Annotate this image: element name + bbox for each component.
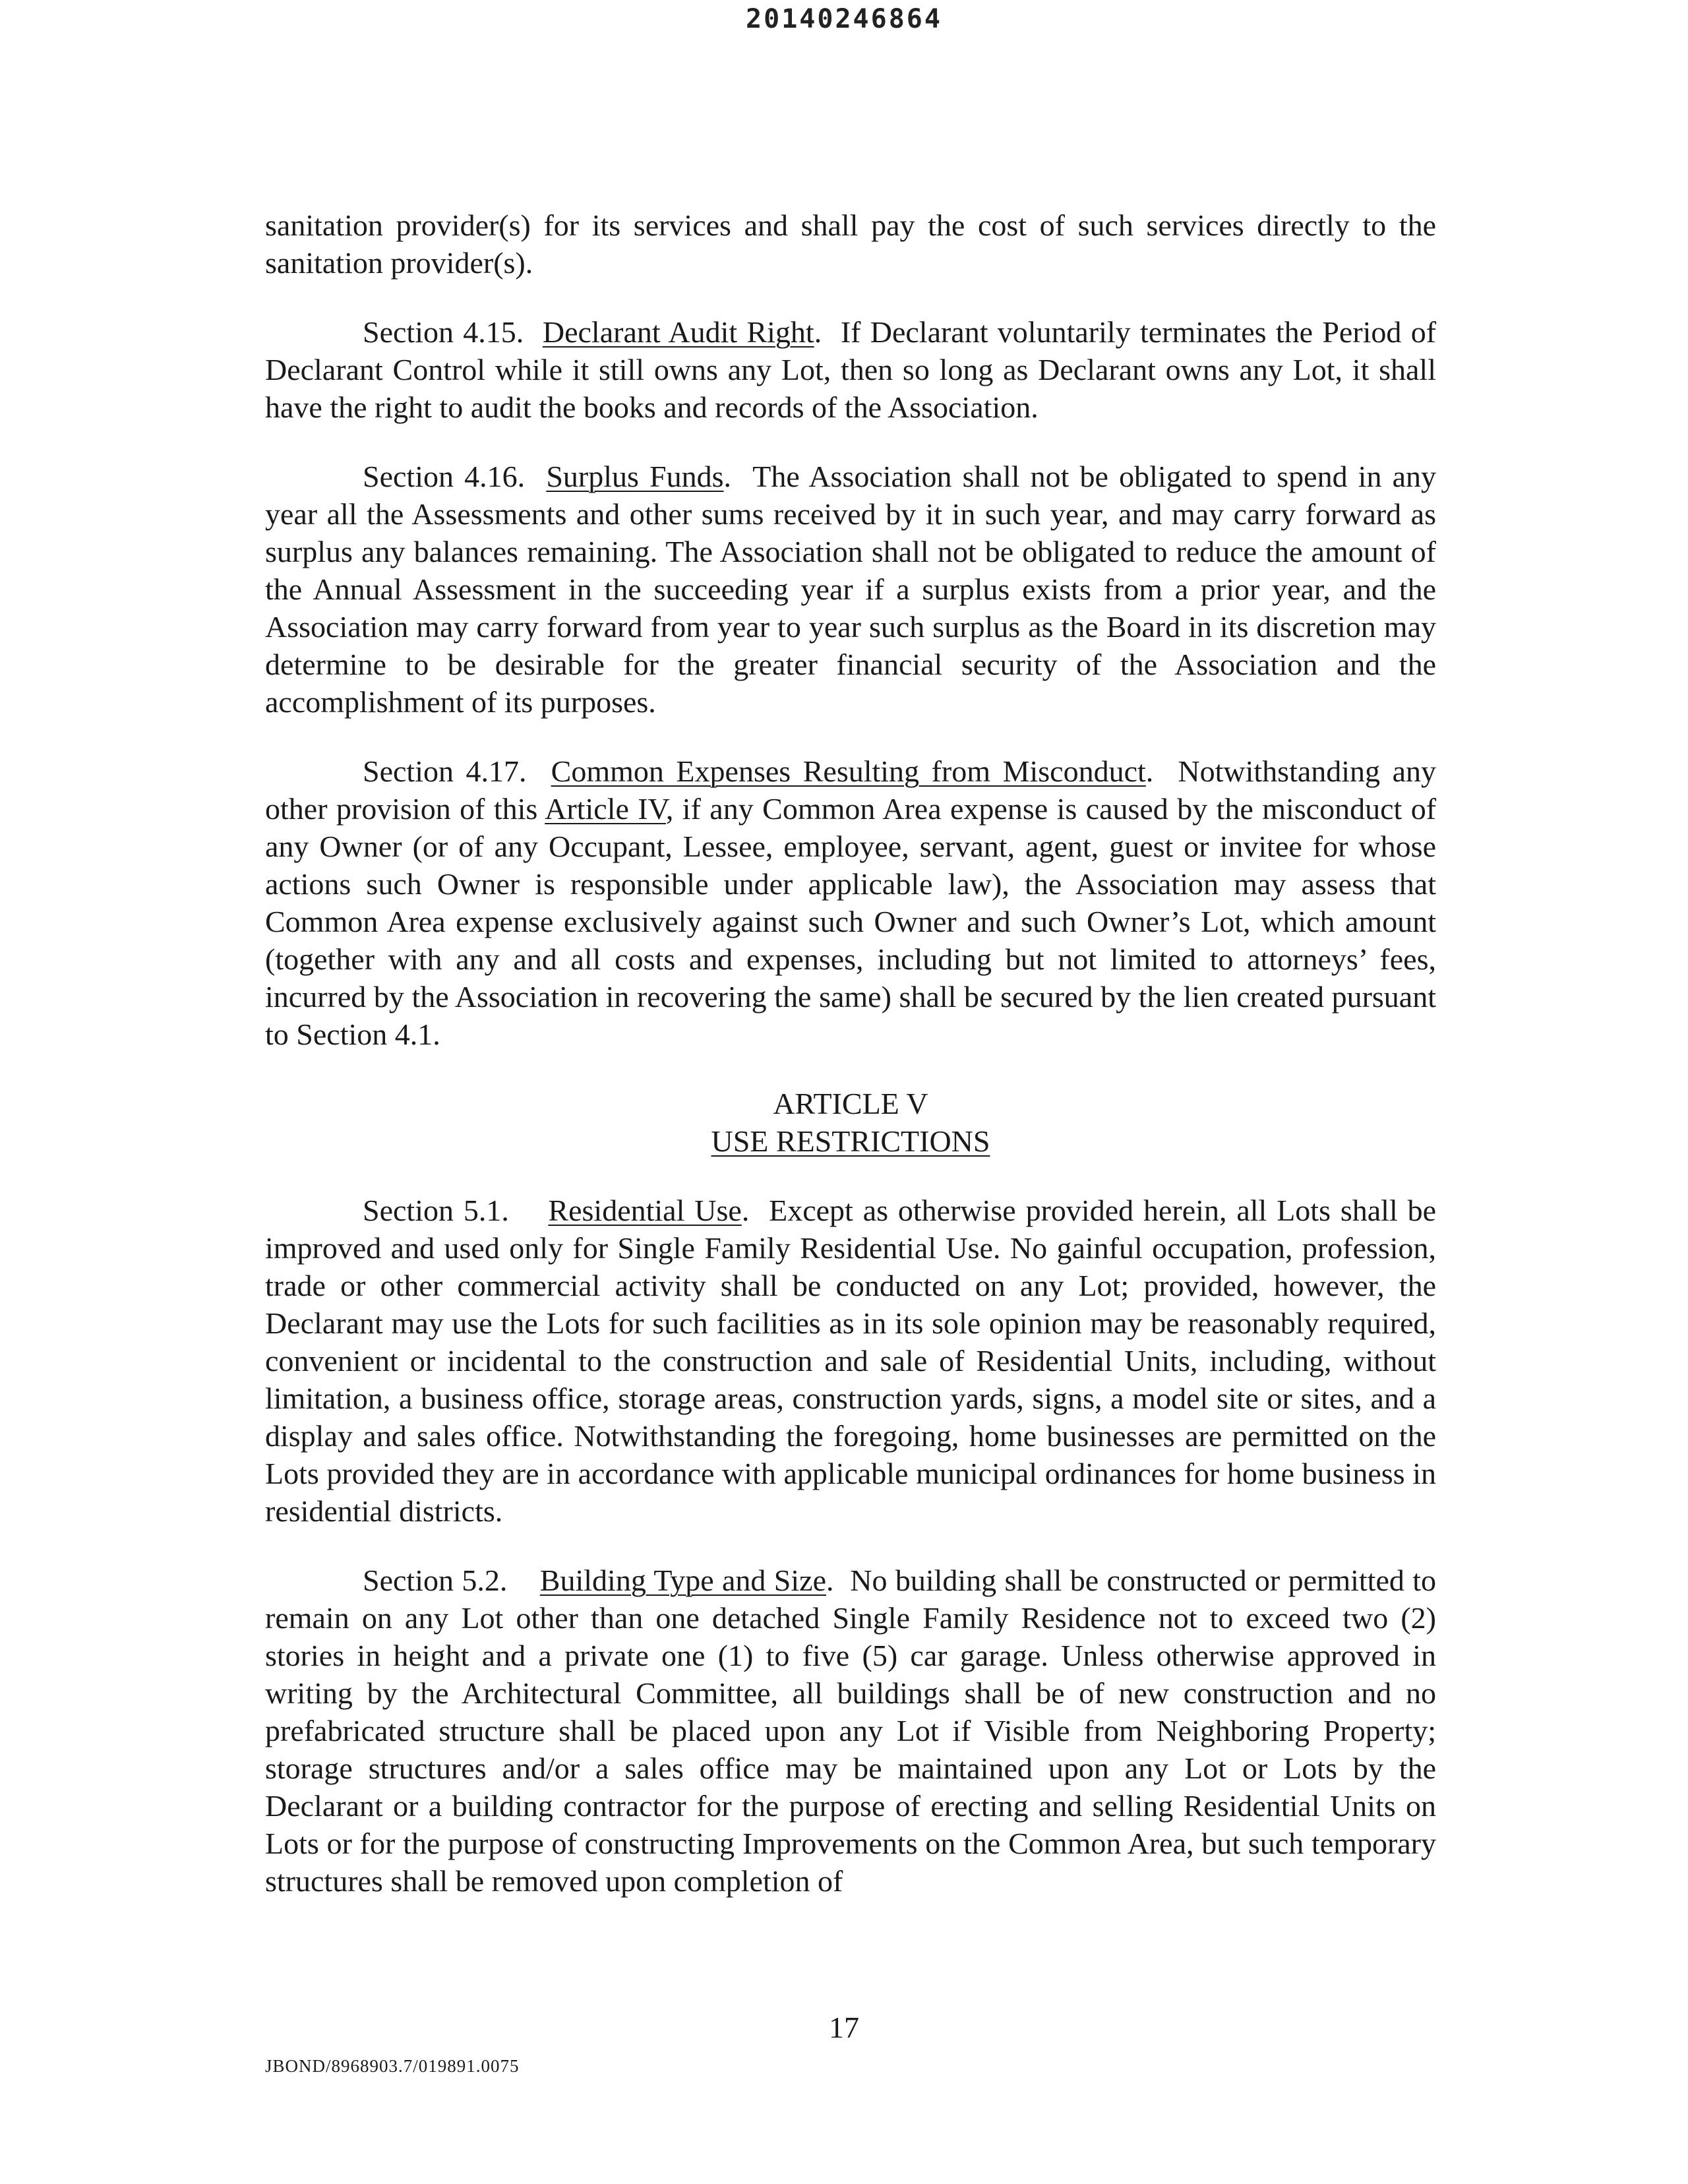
section-text: If Declarant voluntarily terminates the Period of Declarant Control while it still owns any Lot, then so long as Declarant owns any Lot, it shall have the right to audit the books and records of the Association. [265,315,1437,424]
section-4-16: Section 4.16. Surplus Funds. The Association shall not be obligated to spend in any year all the Assessments and other sums received by it in such year, and may carry forward as surplus any balances remaining. The Association shall not be obligated to reduce the amount of the Annual Assessment in the succeeding year if a surplus exists from a prior year, and the Association may carry forward from year to year such surplus as the Board in its discretion may determine to be desirable for the greater financial security of the Association and the accomplishment of its purposes. [265,460,1436,719]
section-title: Building Type and Size [539,1563,826,1597]
section-text: Except as otherwise provided herein, all Lots shall be improved and used only for Single Family Residential Use. No gainful occupation, profession, trade or other commercial activity shall be conducted on any Lot; provided, however, the Declarant may use the Lots for such facilities as in its sole opinion may be reasonably required, convenient or incidental to the construction and sale of Residential Units, including, without limitation, a business office, storage areas, construction yards, signs, a model site or sites, and a display and sales office. Notwithstanding the foregoing, home businesses are permitted on the Lots provided they are in accordance with applicable municipal ordinances for home business in residential districts. [265,1194,1437,1528]
section-number: Section 5.1. [363,1194,509,1227]
section-5-1: Section 5.1. Residential Use. Except as otherwise provided herein, all Lots shall be improved and used only for Single Family Residential Use. No gainful occupation, profession, trade or other commercial activity shall be conducted on any Lot; provided, however, the Declarant may use the Lots for such facilities as in its sole opinion may be reasonably required, convenient or incidental to the construction and sale of Residential Units, including, without limitation, a business office, storage areas, construction yards, signs, a model site or sites, and a display and sales office. Notwithstanding the foregoing, home businesses are permitted on the Lots provided they are in accordance with applicable municipal ordinances for home business in residential districts. [265,1194,1437,1528]
section-5-2: Section 5.2. Building Type and Size. No building shall be constructed or permitted to remain on any Lot other than one detached Single Family Residence not to exceed two (2) stories in height and a private one (1) to five (5) car garage. Unless otherwise approved in writing by the Architectural Committee, all buildings shall be of new construction and no prefabricated structure shall be placed upon any Lot if Visible from Neighboring Property; storage structures and/or a sales office may be maintained upon any Lot or Lots by the Declarant or a building contractor for the purpose of erecting and selling Residential Units on Lots or for the purpose of constructing Improvements on the Common Area, but such temporary structures shall be removed upon completion of [265,1563,1437,1898]
page-number: 17 [829,2011,859,2044]
section-title: Residential Use [548,1194,742,1227]
section-number: Section 4.16. [363,460,526,493]
article-label: ARTICLE V [773,1087,928,1120]
document-id: JBOND/8968903.7/019891.0075 [265,2056,520,2076]
section-number: Section 4.17. [363,754,527,788]
article-title: USE RESTRICTIONS [711,1124,990,1158]
section-number: Section 5.2. [363,1563,508,1597]
document-number: 20140246864 [746,4,942,34]
section-text: Notwithstanding any other provision of this [265,754,1437,826]
article-heading [265,1085,1436,1160]
section-4-15: Section 4.15. Declarant Audit Right. If Declarant voluntarily terminates the Period of Declarant Control while it still owns any Lot, then so long as Declarant owns any Lot, it shall have the right to audit the books and records of the Association. [265,315,1437,424]
section-number: Section 4.15. [363,315,524,349]
page-body [265,206,1436,1900]
section-title: Surplus Funds [546,460,724,493]
section-text-continued: , if any Common Area expense is caused by the misconduct of any Owner (or of any Occupant, Lessee, employee, servant, agent, guest or invitee for whose actions such Owner is responsible under applicable law), the Association may assess that Common Area expense exclusively against such Owner and such Owner’s Lot, which amount (together with any and all costs and expenses, including but not limited to attorneys’ fees, incurred by the Association in recovering the same) shall be secured by the lien created pursuant to Section 4.1. [265,792,1437,1051]
paragraph-continuation: sanitation provider(s) for its services and shall pay the cost of such services directly to the sanitation provider(s). [265,208,1436,280]
article-reference: Article IV [545,792,666,826]
section-4-17: Section 4.17. Common Expenses Resulting from Misconduct. Notwithstanding any other provision of this Article IV, if any Common Area expense is caused by the misconduct of any Owner (or of any Occupant, Lessee, employee, servant, agent, guest or invitee for whose actions such Owner is responsible under applicable law), the Association may assess that Common Area expense exclusively against such Owner and such Owner’s Lot, which amount (together with any and all costs and expenses, including but not limited to attorneys’ fees, incurred by the Association in recovering the same) shall be secured by the lien created pursuant to Section 4.1. [265,754,1437,1051]
section-title: Common Expenses Resulting from Misconduct [551,754,1146,788]
section-text: No building shall be constructed or permitted to remain on any Lot other than one detached Single Family Residence not to exceed two (2) stories in height and a private one (1) to five (5) car garage. Unless otherwise approved in writing by the Architectural Committee, all buildings shall be of new construction and no prefabricated structure shall be placed upon any Lot if Visible from Neighboring Property; storage structures and/or a sales office may be maintained upon any Lot or Lots by the Declarant or a building contractor for the purpose of erecting and selling Residential Units on Lots or for the purpose of constructing Improvements on the Common Area, but such temporary structures shall be removed upon completion of [265,1563,1437,1898]
section-title: Declarant Audit Right [542,315,814,349]
section-text: The Association shall not be obligated to spend in any year all the Assessments and other sums received by it in such year, and may carry forward as surplus any balances remaining. The Association shall not be obligated to reduce the amount of the Annual Assessment in the succeeding year if a surplus exists from a prior year, and the Association may carry forward from year to year such surplus as the Board in its discretion may determine to be desirable for the greater financial security of the Association and the accomplishment of its purposes. [265,460,1436,719]
